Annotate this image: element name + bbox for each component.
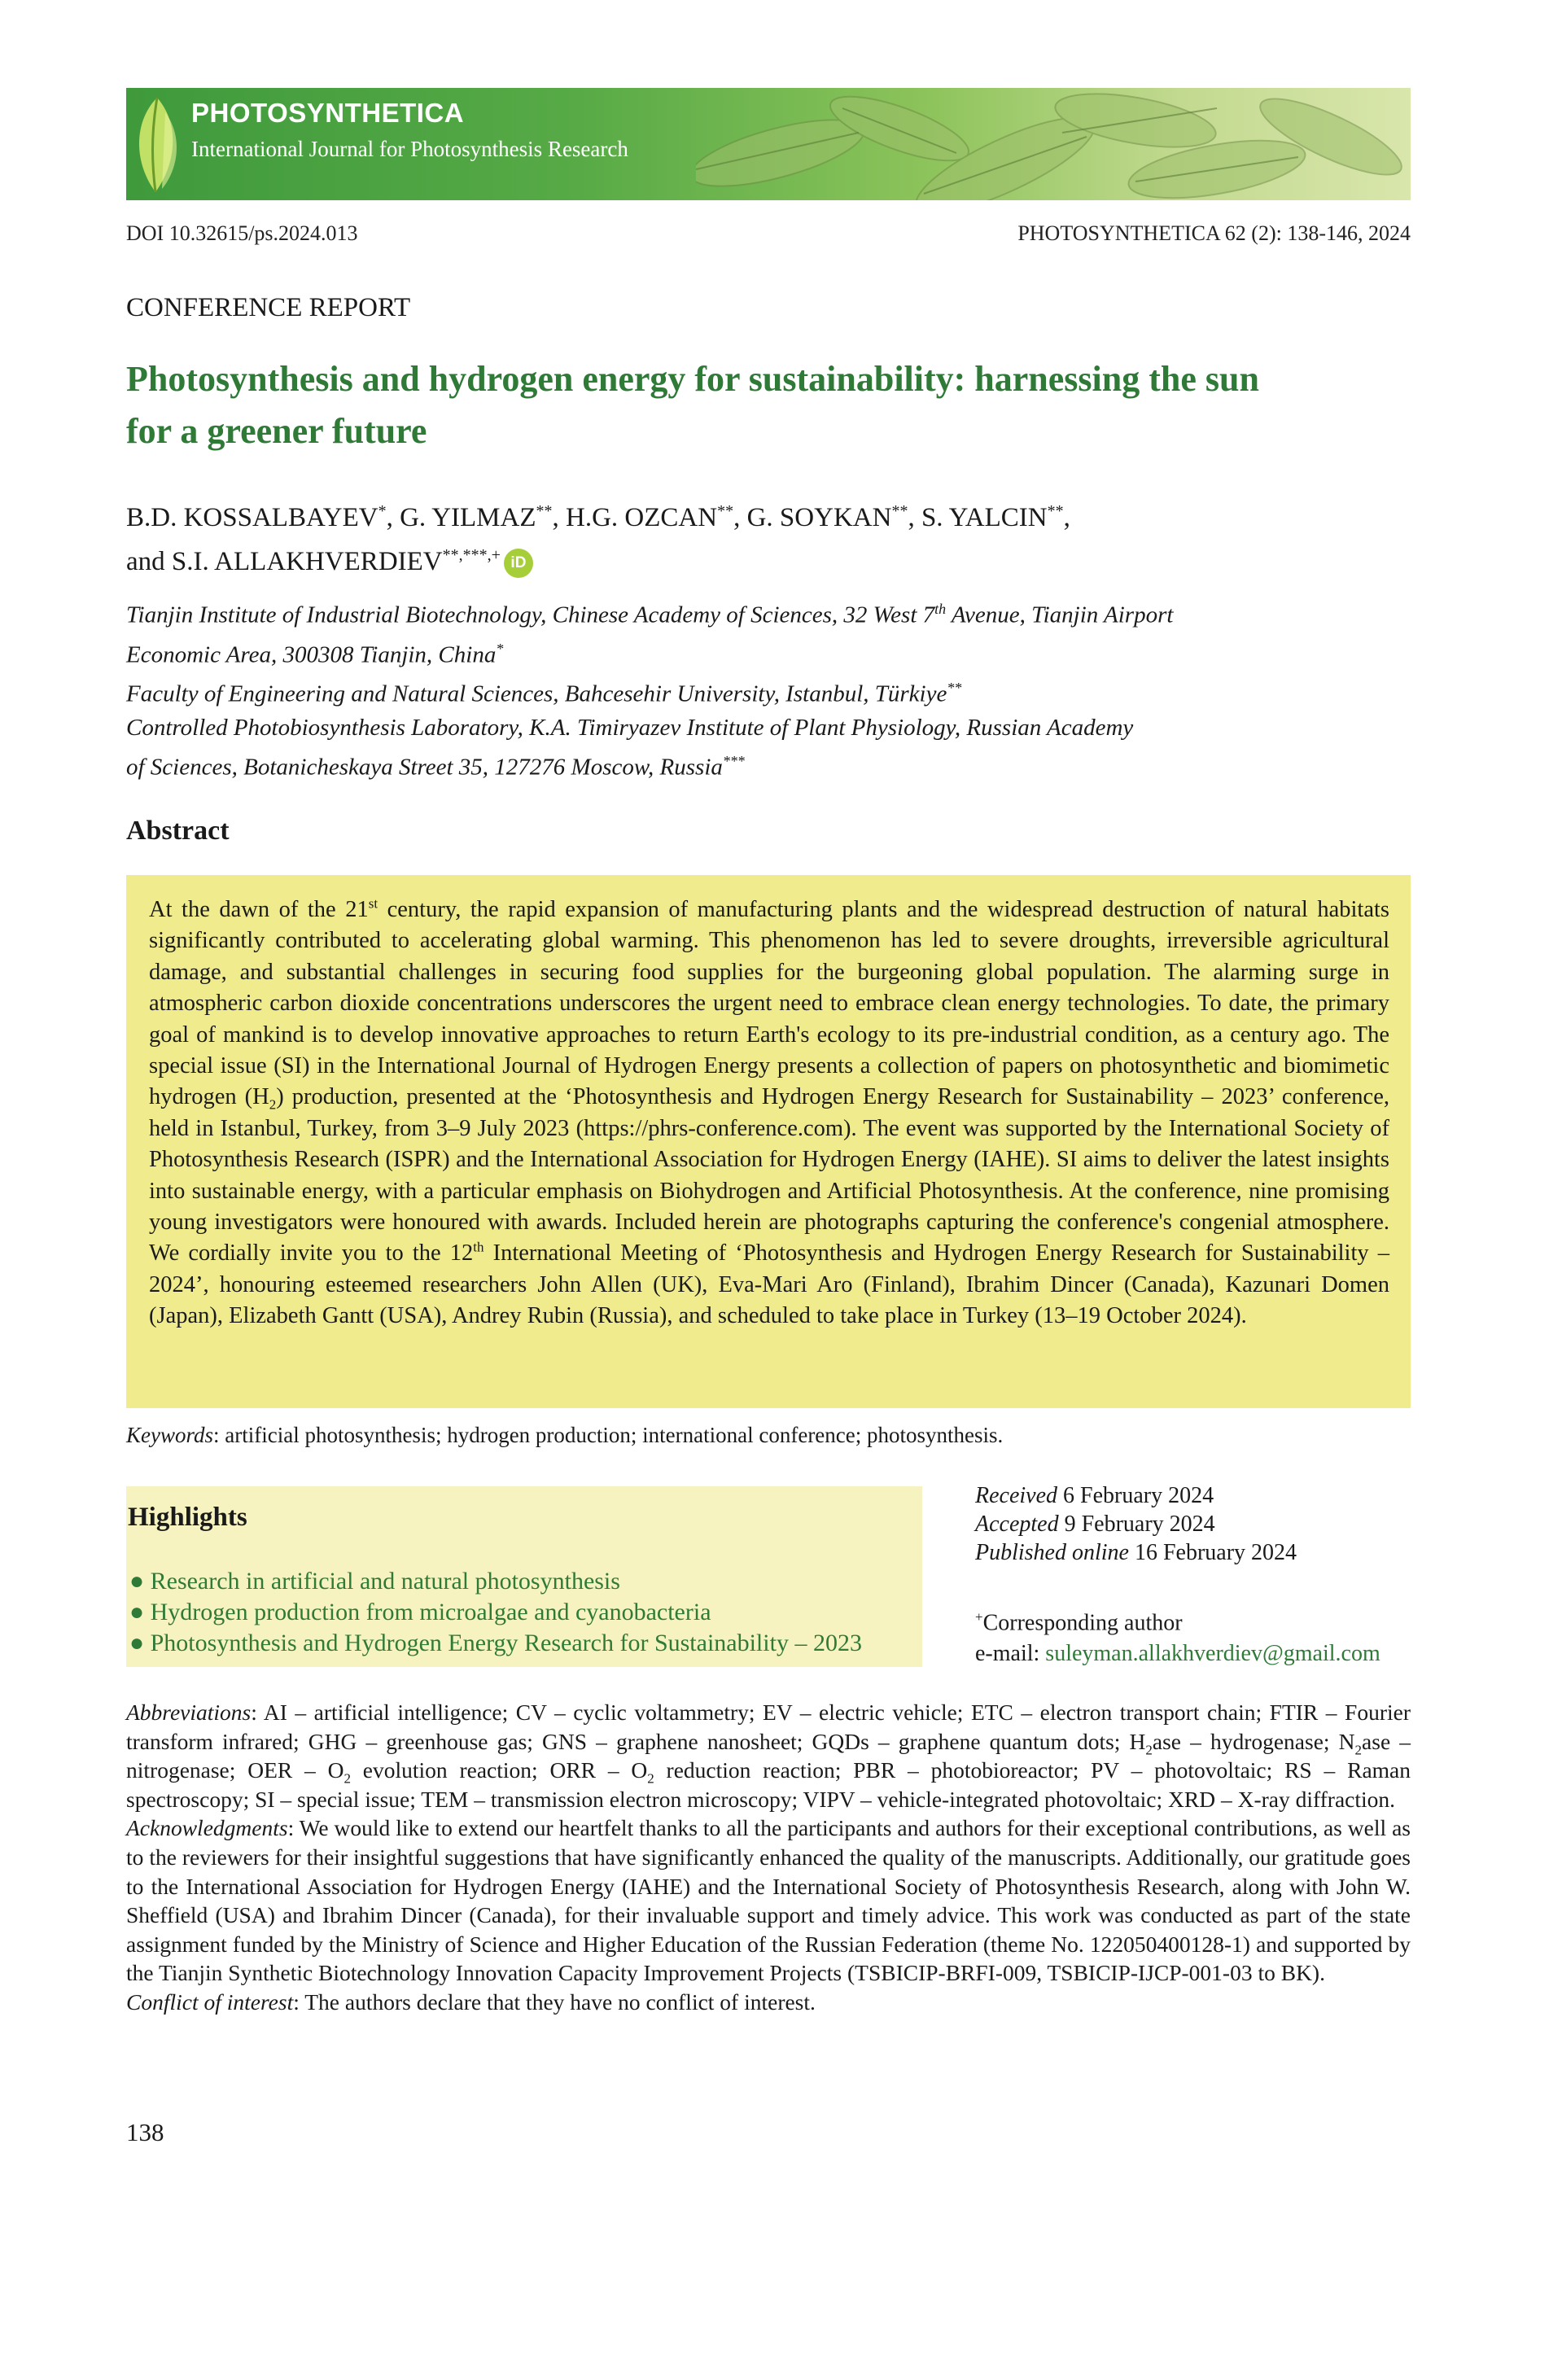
corresponding-label <box>975 1602 1380 1638</box>
subscript: 2 <box>1145 1742 1153 1758</box>
acknowledgments-text: : We would like to extend our heartfelt thanks to all the participants and authors for their exceptional contributions, as well as to the reviewers for their insightful suggestions that have significantly enhanced the quality of the manuscripts. Additionally, our gratitude goes to the International Association for Hydrogen Energy (IAHE) and the International Society of Photosynthesis Research, along with John W. Sheffield (USA) and Ibrahim Dincer (Canada), for their invaluable support and timely advice. This work was conducted as part of the state assignment funded by the Ministry of Science and Higher Education of the Russian Federation (theme No. 122050400128-1) and supported by the Tianjin Synthetic Biotechnology Innovation Capacity Improvement Projects (TSBICIP-BRFI-009, TSBICIP-IJCP-001-03 to BK). <box>126 1815 1411 1986</box>
abbreviations-text: : AI – artificial intelligence; CV – cyclic voltammetry; EV – electric vehicle; ETC – electron transport chain; FTIR – Fourier transform infrared; GHG – greenhouse gas; GNS – graphene nanosheet; GQDs – graphene quantum dots; H <box>126 1700 1411 1754</box>
journal-name: PHOTOSYNTHETICA <box>191 98 465 128</box>
paper-title <box>126 353 1396 457</box>
affiliations <box>126 593 1396 785</box>
decorative-leaves <box>696 88 1411 200</box>
author-affiliation-mark: ** <box>717 502 734 520</box>
highlights-list <box>129 1566 862 1659</box>
abbreviations-text: ase – hydrogenase; N <box>1152 1728 1355 1754</box>
author-name: G. SOYKAN <box>746 503 892 532</box>
abbreviations-text: evolution reaction; ORR – O <box>350 1757 648 1783</box>
corresponding-mark: + <box>975 1609 983 1625</box>
ordinal-superscript: th <box>934 601 947 617</box>
received-date <box>975 1481 1297 1510</box>
date-value: 9 February 2024 <box>1058 1512 1215 1537</box>
published-date <box>975 1538 1297 1567</box>
author-separator: , <box>552 503 567 532</box>
corresponding-text: Corresponding author <box>982 1610 1183 1636</box>
ordinal-superscript: th <box>473 1239 484 1255</box>
author-affiliation-mark: ** <box>891 502 908 520</box>
acknowledgments <box>126 1813 1411 1988</box>
subscript: 2 <box>343 1770 351 1787</box>
journal-subtitle: International Journal for Photosynthesis Research <box>191 137 628 161</box>
email-link[interactable]: suleyman.allakhverdiev@gmail.com <box>1045 1641 1380 1667</box>
affiliation-text: Faculty of Engineering and Natural Sciences, Bahcesehir University, Istanbul, Türkiye <box>126 680 947 707</box>
affiliation-mark: * <box>496 640 504 657</box>
email-label: e-mail: <box>975 1641 1046 1667</box>
corresponding-author <box>975 1602 1380 1669</box>
author-line-1 <box>126 492 1396 536</box>
abbreviations <box>126 1698 1411 1813</box>
page-number: 138 <box>126 2118 164 2146</box>
author-list <box>126 492 1396 580</box>
title-line-1: Photosynthesis and hydrogen energy for sustainability: harnessing the sun <box>126 359 1259 399</box>
date-label: Received <box>975 1483 1058 1508</box>
highlights-box <box>126 1486 922 1667</box>
author-separator: , <box>733 503 747 532</box>
subscript: 2 <box>269 1097 277 1113</box>
leaf-logo-icon <box>126 88 191 200</box>
highlights-heading: Highlights <box>128 1503 247 1532</box>
date-value: 6 February 2024 <box>1057 1483 1214 1508</box>
author-conjunction: and <box>126 547 172 576</box>
highlight-item: ● Photosynthesis and Hydrogen Energy Research for Sustainability – 2023 <box>129 1630 862 1656</box>
abbreviations-text: reduction reaction; PBR – photobioreactor; PV – photovoltaic; RS – Raman spectroscopy; SI – special issue; TEM – transmission electron microscopy; VIPV – vehicle-integrated photovoltaic; XRD – X-ray diffraction. <box>126 1757 1411 1812</box>
affiliation-3 <box>126 711 1396 785</box>
keywords <box>126 1423 1003 1448</box>
abstract-text: century, the rapid expansion of manufacturing plants and the widespread destruction of natural habitats significantly contributed to accelerating global warming. This phenomenon has led to severe droughts, irreversible agricultural damage, and substantial challenges in securing food supplies for the burgeoning global population. The alarming surge in atmospheric carbon dioxide concentrations underscores the urgent need to embrace clean energy technologies. To date, the primary goal of mankind is to develop innovative approaches to return Earth's ecology to its pre-industrial condition, as a century ago. The special issue (SI) in the International Journal of Hydrogen Energy presents a collection of papers on photosynthetic and biomimetic hydrogen (H <box>149 897 1389 1110</box>
affiliation-text: Avenue, Tianjin Airport <box>946 602 1174 628</box>
conflict-of-interest <box>126 1988 1411 2017</box>
affiliation-text: Tianjin Institute of Industrial Biotechnology, Chinese Academy of Sciences, 32 West 7 <box>126 602 935 628</box>
abbreviations-label: Abbreviations <box>126 1700 252 1725</box>
article-type: CONFERENCE REPORT <box>126 293 411 322</box>
doi: DOI 10.32615/ps.2024.013 <box>126 221 358 245</box>
author-name: S. YALCIN <box>921 503 1048 532</box>
affiliation-2 <box>126 672 1396 711</box>
abstract-text: ) production, presented at the ‘Photosynthesis and Hydrogen Energy Research for Sustainability – 2023’ conference, held in Istanbul, Turkey, from 3–9 July 2023 (https://phrs-conference.com). The event was supported by the International Society of Photosynthesis Research (ISPR) and the International Association for Hydrogen Energy (IAHE). SI aims to deliver the latest insights into sustainable energy, with a particular emphasis on Biohydrogen and Artificial Photosynthesis. At the conference, nine promising young investigators were honoured with awards. Included herein are photographs capturing the conference's congenial atmosphere. We cordially invite you to the 12 <box>149 1084 1389 1267</box>
author-affiliation-mark: ** <box>1047 502 1064 520</box>
affiliation-text: Economic Area, 300308 Tianjin, China <box>126 641 497 668</box>
journal-banner <box>126 88 1411 200</box>
highlight-item: ● Research in artificial and natural photosynthesis <box>129 1568 620 1595</box>
author-name: B.D. KOSSALBAYEV <box>126 503 378 532</box>
affiliation-text: Controlled Photobiosynthesis Laboratory, K.A. Timiryazev Institute of Plant Physiology, Russian Academy <box>126 714 1134 741</box>
abstract-heading: Abstract <box>126 816 230 846</box>
abstract-text: At the dawn of the 21 <box>149 897 369 922</box>
abstract-text: International Meeting of ‘Photosynthesis and Hydrogen Energy Research for Sustainability – 2024’, honouring esteemed researchers John Allen (UK), Eva-Mari Aro (Finland), Ibrahim Dincer (Canada), Kazunari Domen (Japan), Elizabeth Gantt (USA), Andrey Rubin (Russia), and scheduled to take place in Turkey (13–19 October 2024). <box>149 1240 1389 1329</box>
author-separator: , <box>386 503 400 532</box>
title-line-2: for a greener future <box>126 411 427 451</box>
author-separator: , <box>1063 503 1070 532</box>
abstract-box <box>126 875 1411 1408</box>
conflict-label: Conflict of interest <box>126 1988 294 2015</box>
author-separator: , <box>908 503 921 532</box>
corresponding-email <box>975 1638 1380 1669</box>
keywords-label: Keywords <box>126 1423 213 1447</box>
journal-citation: PHOTOSYNTHETICA 62 (2): 138-146, 2024 <box>1017 221 1411 245</box>
orcid-icon[interactable]: iD <box>504 549 533 578</box>
abbreviations-text: ase – nitrogenase; OER – O <box>126 1728 1411 1783</box>
author-affiliation-mark: **,***,+ <box>442 546 501 564</box>
affiliation-mark: ** <box>947 680 962 697</box>
author-line-2 <box>126 536 1396 580</box>
affiliation-mark: *** <box>722 752 745 769</box>
acknowledgments-label: Acknowledgments <box>126 1815 288 1841</box>
author-name: G. YILMAZ <box>400 503 536 532</box>
author-affiliation-mark: ** <box>536 502 553 520</box>
affiliation-text: of Sciences, Botanicheskaya Street 35, 127276 Moscow, Russia <box>126 754 723 781</box>
ordinal-superscript: st <box>368 895 378 912</box>
affiliation-1 <box>126 593 1396 672</box>
date-label: Published online <box>975 1540 1129 1565</box>
date-value: 16 February 2024 <box>1128 1540 1297 1565</box>
subscript: 2 <box>647 1770 654 1787</box>
conflict-text: : The authors declare that they have no conflict of interest. <box>293 1988 816 2015</box>
date-label: Accepted <box>975 1512 1059 1537</box>
back-matter <box>126 1698 1411 2017</box>
keywords-text: : artificial photosynthesis; hydrogen production; international conference; photosynthesis. <box>213 1423 1004 1447</box>
highlight-item: ● Hydrogen production from microalgae and cyanobacteria <box>129 1599 711 1625</box>
publication-dates <box>975 1481 1297 1567</box>
author-name: H.G. OZCAN <box>566 503 718 532</box>
author-affiliation-mark: * <box>378 502 387 520</box>
subscript: 2 <box>1354 1742 1363 1758</box>
author-name: S.I. ALLAKHVERDIEV <box>171 547 443 576</box>
accepted-date <box>975 1510 1297 1538</box>
